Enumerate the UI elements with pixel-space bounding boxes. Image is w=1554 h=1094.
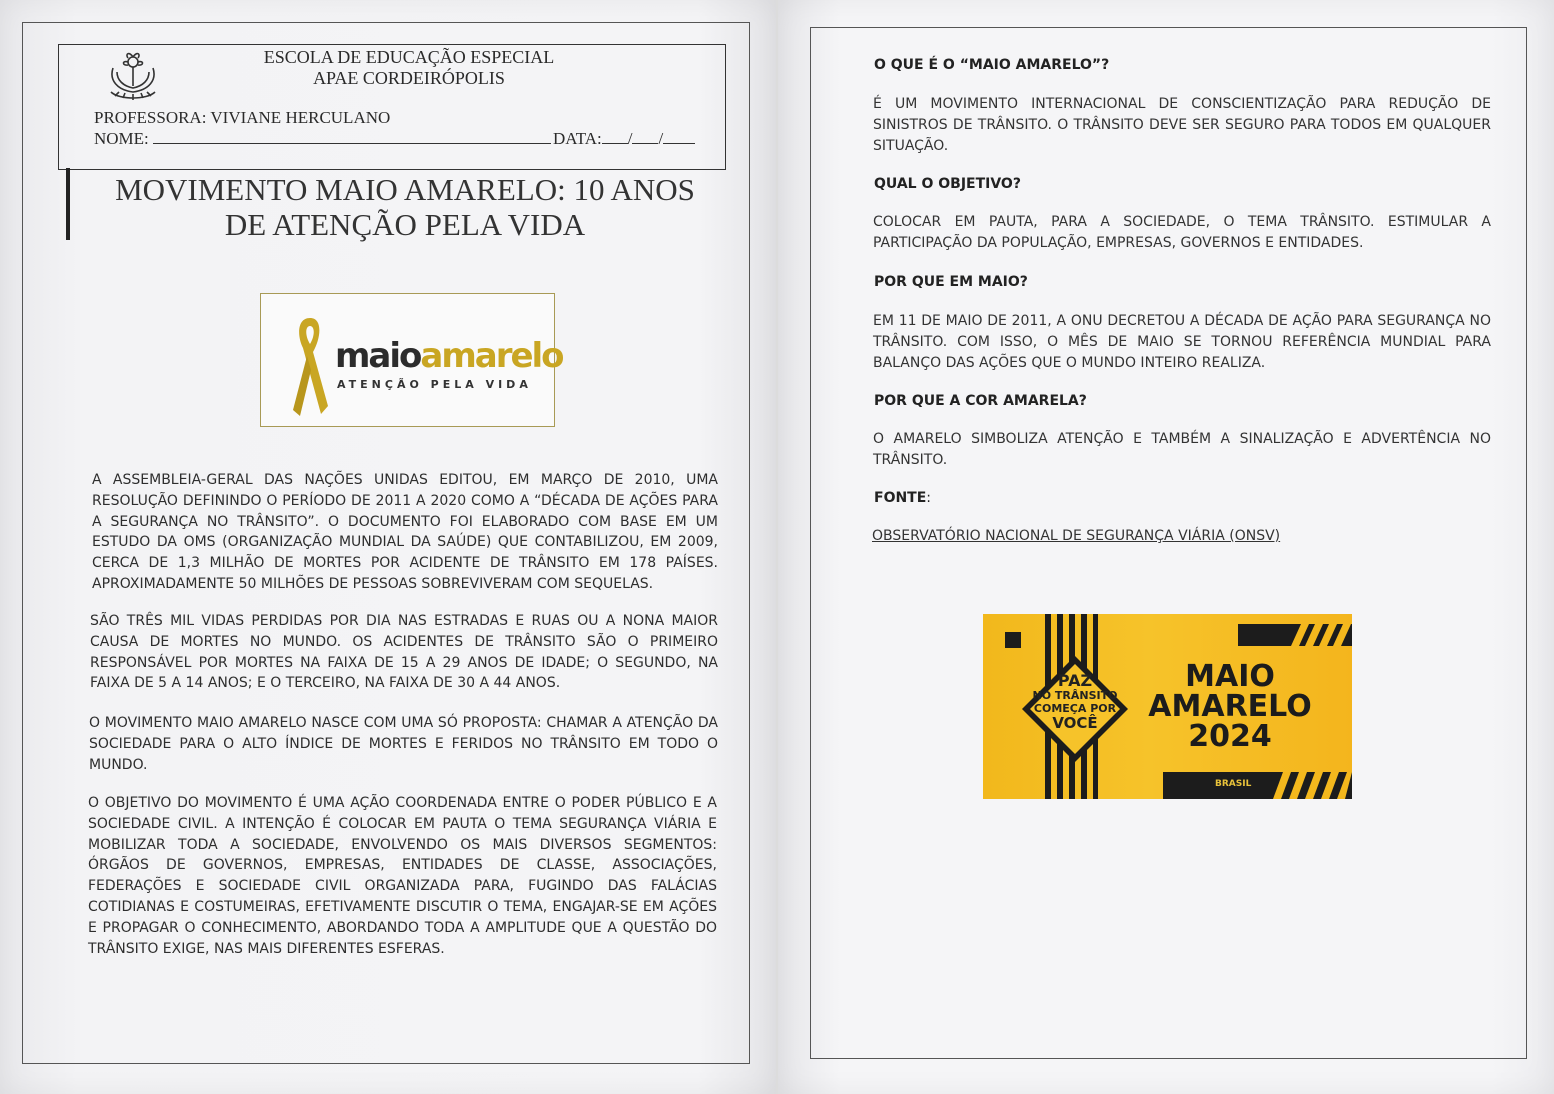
sign-line: COMEÇA POR — [1033, 702, 1117, 715]
date-year-blank[interactable] — [663, 129, 695, 144]
header-box — [58, 44, 726, 170]
brasil-brand: BRASIL — [1215, 779, 1252, 789]
page-title: MOVIMENTO MAIO AMARELO: 10 ANOS DE ATENÇÃO PELA VIDA — [115, 172, 695, 242]
source-link[interactable]: OBSERVATÓRIO NACIONAL DE SEGURANÇA VIÁRIA (ONSV) — [872, 528, 1281, 544]
body-paragraph: SÃO TRÊS MIL VIDAS PERDIDAS POR DIA NAS ESTRADAS E RUAS OU A NONA MAIOR CAUSA DE MORTES NO MUNDO. OS ACIDENTES DE TRÂNSITO SÃO O PRIMEIRO RESPONSÁVEL POR MORTES NA FAIXA DE 15 A 29 ANOS DE IDADE; O SEGUNDO, NA FAIXA DE 5 A 14 ANOS; E O TERCEIRO, NA FAIXA DE 30 A 44 ANOS. — [90, 613, 718, 692]
campaign-year: 2024 — [1188, 719, 1272, 754]
name-field-line[interactable] — [153, 129, 551, 144]
logo-word-maio: maio — [335, 336, 421, 376]
source-label-text: FONTE — [874, 490, 927, 506]
date-day-blank[interactable] — [602, 129, 628, 144]
body-paragraph: A ASSEMBLEIA-GERAL DAS NAÇÕES UNIDAS EDITOU, EM MARÇO DE 2010, UMA RESOLUÇÃO DEFININDO O PERÍODO DE 2011 A 2020 COMO A “DÉCADA DE AÇÕES PARA A SEGURANÇA NO TRÂNSITO”. O DOCUMENTO FOI ELABORADO COM BASE EM UM ESTUDO DA OMS (ORGANIZAÇÃO MUNDIAL DA SAÚDE) QUE CONTABILIZOU, EM 2009, CERCA DE 1,3 MILHÃO DE MORTES POR ACIDENTE DE TRÂNSITO EM 178 PAÍSES. APROXIMADAMENTE 50 MILHÕES DE PESSOAS SOBREVIVERAM COM SEQUELAS. — [92, 472, 718, 592]
logo-tagline: ATENÇÃO PELA VIDA — [337, 378, 532, 391]
question-heading: POR QUE A COR AMARELA? — [874, 393, 1087, 409]
question-heading: O QUE É O “MAIO AMARELO”? — [874, 57, 1110, 73]
right-page — [778, 0, 1554, 1094]
sign-word-paz: PAZ — [1057, 671, 1093, 690]
question-heading: POR QUE EM MAIO? — [874, 274, 1028, 290]
name-date-row — [94, 129, 695, 149]
sign-word-voce: VOCÊ — [1052, 714, 1098, 732]
answer-text: EM 11 DE MAIO DE 2011, A ONU DECRETOU A DÉCADA DE AÇÃO PARA SEGURANÇA NO TRÂNSITO. COM ISSO, O MÊS DE MAIO SE TORNOU REFERÊNCIA MUNDIAL PARA BALANÇO DAS AÇÕES QUE O MUNDO INTEIRO REALIZA. — [873, 313, 1491, 371]
campaign-title-line: AMARELO — [1148, 689, 1312, 724]
title-accent-bar — [66, 168, 70, 240]
date-month-blank[interactable] — [632, 129, 658, 144]
sign-line: NO TRÂNSITO — [1032, 689, 1118, 702]
date-separator: / — [658, 129, 664, 148]
answer-text: COLOCAR EM PAUTA, PARA A SOCIEDADE, O TEMA TRÂNSITO. ESTIMULAR A PARTICIPAÇÃO DA POPULAÇÃO, EMPRESAS, GOVERNOS E ENTIDADES. — [873, 214, 1491, 251]
date-separator: / — [627, 129, 633, 148]
answer-text: É UM MOVIMENTO INTERNACIONAL DE CONSCIENTIZAÇÃO PARA REDUÇÃO DE SINISTROS DE TRÂNSITO. O TRÂNSITO DEVE SER SEGURO PARA TODOS EM QUALQUER SITUAÇÃO. — [873, 96, 1491, 154]
logo-wordmark — [335, 338, 563, 374]
school-name: ESCOLA DE EDUCAÇÃO ESPECIAL — [263, 47, 555, 67]
body-paragraph: O MOVIMENTO MAIO AMARELO NASCE COM UMA SÓ PROPOSTA: CHAMAR A ATENÇÃO DA SOCIEDADE PARA O ALTO ÍNDICE DE MORTES E FERIDOS NO TRÂNSITO EM TODO O MUNDO. — [89, 715, 718, 773]
school-branch: APAE CORDEIRÓPOLIS — [313, 68, 505, 88]
campaign-banner — [983, 614, 1352, 799]
source-label-colon: : — [926, 490, 932, 506]
campaign-title-line: MAIO — [1185, 659, 1275, 694]
yellow-ribbon-icon — [291, 314, 329, 418]
body-paragraph: O OBJETIVO DO MOVIMENTO É UMA AÇÃO COORDENADA ENTRE O PODER PÚBLICO E A SOCIEDADE CIVIL. A INTENÇÃO É COLOCAR EM PAUTA O TEMA SEGURANÇA VIÁRIA E MOBILIZAR TODA A SOCIEDADE, ENVOLVENDO OS MAIS DIVERSOS SEGMENTOS: ÓRGÃOS DE GOVERNOS, EMPRESAS, ENTIDADES DE CLASSE, ASSOCIAÇÕES, FEDERAÇÕES E SOCIEDADE CIVIL ORGANIZADA PARA, FUGINDO DAS FALÁCIAS COTIDIANAS E COSTUMEIRAS, EFETIVAMENTE DISCUTIR O TEMA, ENGAJAR-SE EM AÇÕES E PROPAGAR O CONHECIMENTO, ABORDANDO TODA A AMPLITUDE QUE A QUESTÃO DO TRÂNSITO EXIGE, NAS MAIS DIFERENTES ESFERAS. — [88, 795, 717, 957]
maio-amarelo-logo — [260, 293, 563, 427]
left-page — [0, 0, 776, 1094]
source-label — [874, 490, 931, 506]
teacher-name: PROFESSORA: VIVIANE HERCULANO — [94, 108, 391, 127]
question-heading: QUAL O OBJETIVO? — [874, 176, 1021, 192]
sign-text — [1023, 672, 1127, 732]
campaign-title — [1135, 659, 1325, 754]
logo-word-amarelo: amarelo — [420, 336, 563, 376]
name-label: NOME: — [94, 129, 149, 148]
date-label: DATA: — [553, 129, 602, 148]
answer-text: O AMARELO SIMBOLIZA ATENÇÃO E TAMBÉM A SINALIZAÇÃO E ADVERTÊNCIA NO TRÂNSITO. — [873, 431, 1491, 468]
